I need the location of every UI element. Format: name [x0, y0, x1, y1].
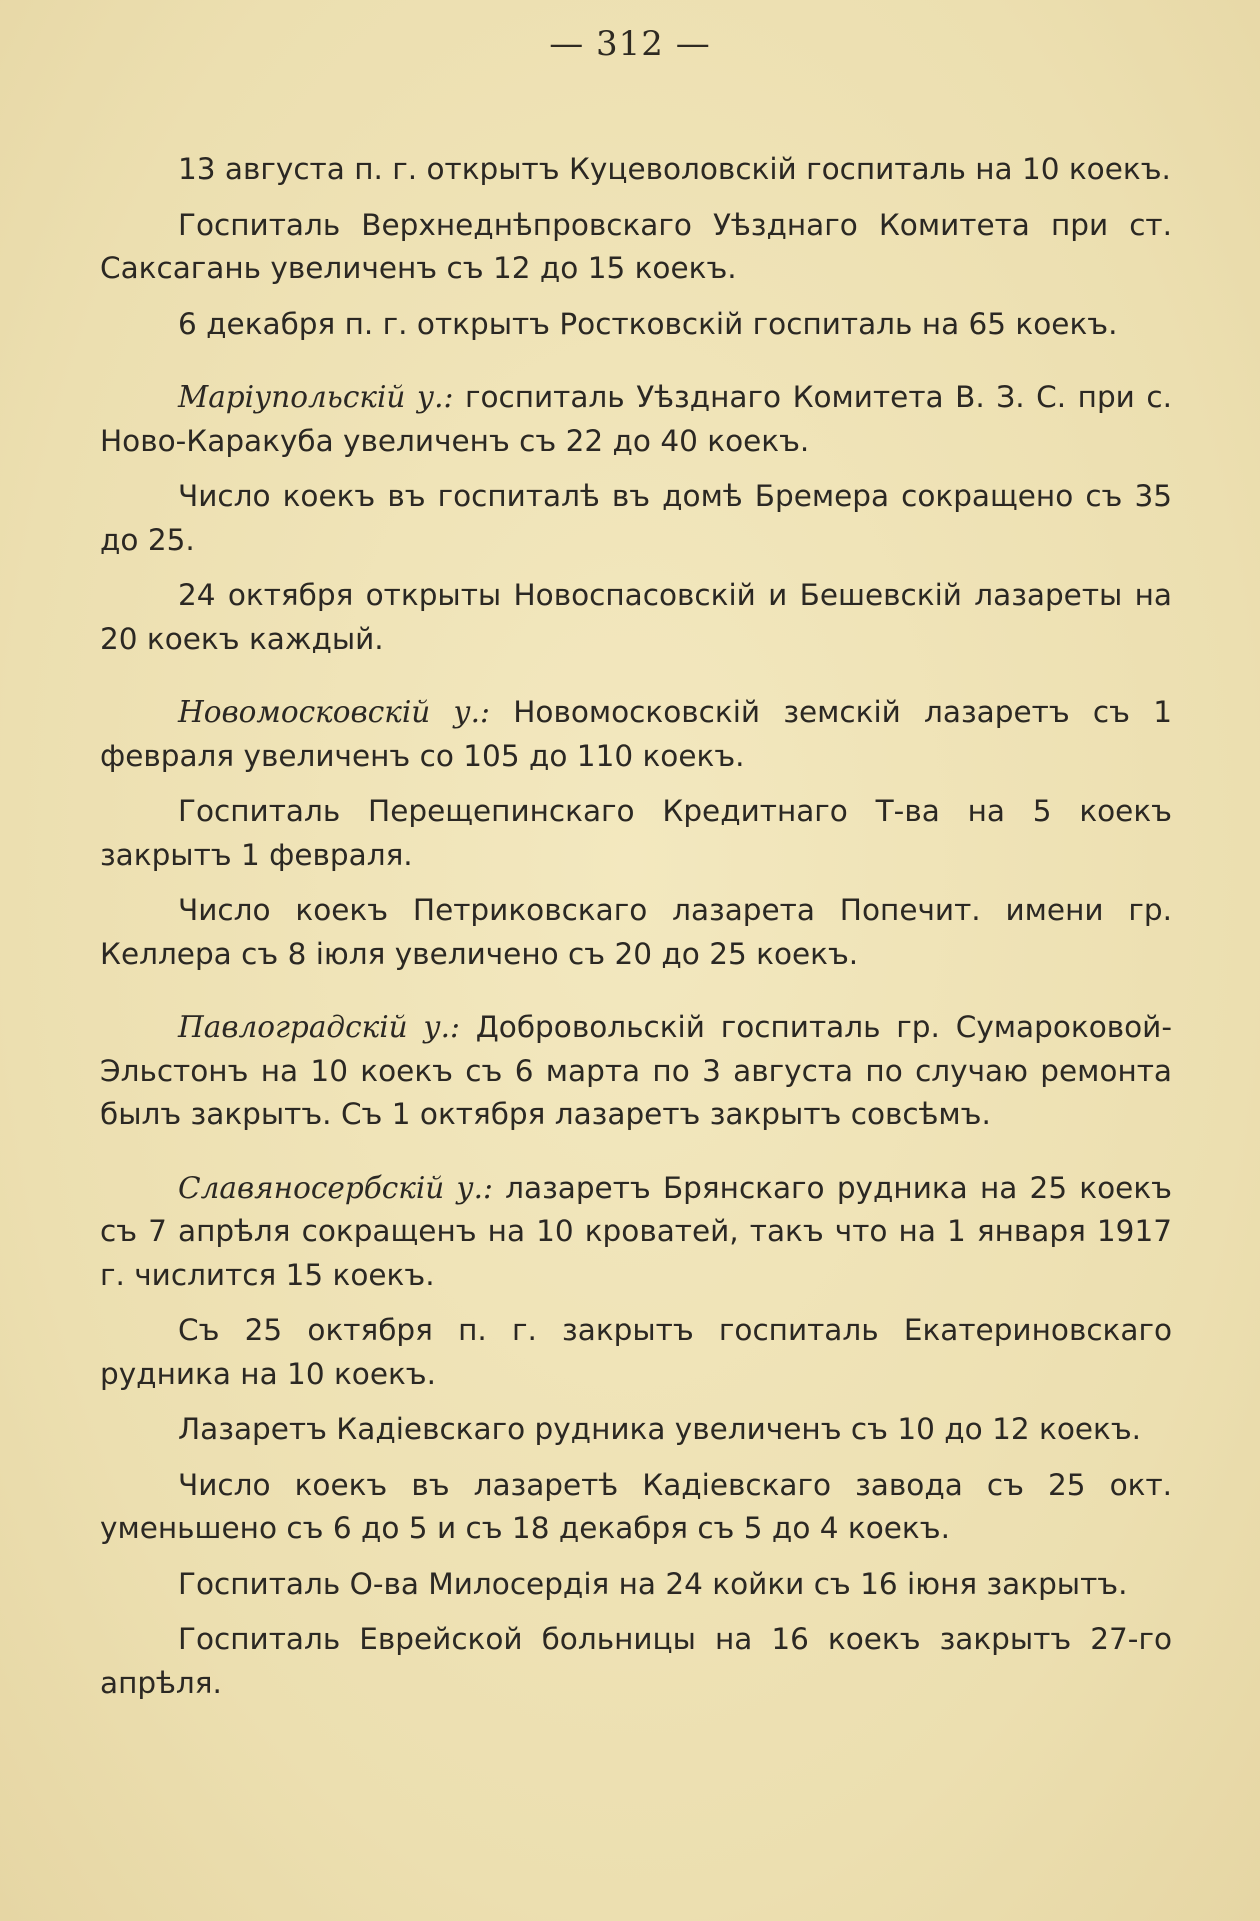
district-name: Маріупольскій у.: — [178, 380, 454, 414]
paragraph — [100, 574, 1172, 661]
paragraph-district-section — [100, 376, 1172, 463]
paragraph-district-section — [100, 691, 1172, 778]
paragraph — [100, 204, 1172, 291]
paragraph-district-section — [100, 1167, 1172, 1298]
paragraph-text: Госпиталь Перещепинскаго Кредитнаго Т-ва на 5 коекъ закрытъ 1 февраля. — [100, 794, 1172, 872]
paragraph — [100, 790, 1172, 877]
paragraph-district-section — [100, 1006, 1172, 1137]
paragraph — [100, 1563, 1172, 1607]
paragraph — [100, 1309, 1172, 1396]
paragraph — [100, 303, 1172, 347]
paragraph-text: Число коекъ Петриковскаго лазарета Попечит. имени гр. Келлера съ 8 іюля увеличено съ 20 до 25 коекъ. — [100, 893, 1172, 971]
paragraph-text: Число коекъ въ лазаретѣ Кадіевскаго завода съ 25 окт. уменьшено съ 6 до 5 и съ 18 декабря съ 5 до 4 коекъ. — [100, 1467, 1172, 1545]
district-name: Павлоградскій у.: — [178, 1010, 460, 1044]
paragraph-text: Добровольскій госпиталь гр. Сумароковой-Эльстонъ на 10 коекъ съ 6 марта по 3 августа по случаю ремонта былъ закрытъ. Съ 1 октября лазаретъ закрытъ совсѣмъ. — [100, 1010, 1173, 1131]
paragraph-text: 6 декабря п. г. открытъ Ростковскій госпиталь на 65 коекъ. — [178, 306, 1118, 341]
district-name: Новомосковскій у.: — [178, 695, 490, 729]
paragraph-text: Лазаретъ Кадіевскаго рудника увеличенъ съ 10 до 12 коекъ. — [178, 1412, 1142, 1446]
paragraph-text: Госпиталь Еврейской больницы на 16 коекъ закрытъ 27-го апрѣля. — [100, 1622, 1172, 1700]
paragraph-text: Госпиталь Верхнеднѣпровскаго Уѣзднаго Комитета при ст. Саксагань увеличенъ съ 12 до 15 коекъ. — [100, 207, 1172, 285]
paragraph — [100, 1464, 1172, 1551]
paragraph-text: 13 августа п. г. открытъ Куцеволовскій госпиталь на 10 коекъ. — [178, 152, 1171, 186]
paragraph — [100, 475, 1172, 562]
paragraph-text: лазаретъ Брянскаго рудника на 25 коекъ съ 7 апрѣля сокращенъ на 10 кроватей, такъ что на 1 января 1917 г. числится 15 коекъ. — [100, 1170, 1172, 1292]
paragraph-text: госпиталь Уѣзднаго Комитета В. З. С. при с. Ново-Каракуба увеличенъ съ 22 до 40 коекъ. — [100, 380, 1172, 458]
paragraph-text: Госпиталь О-ва Милосердія на 24 койки съ 16 іюня закрытъ. — [178, 1566, 1128, 1601]
paragraph — [100, 1618, 1172, 1705]
paragraph-text: Новомосковскій земскій лазаретъ съ 1 февраля увеличенъ со 105 до 110 коекъ. — [100, 695, 1172, 773]
paragraph-text: Число коекъ въ госпиталѣ въ домѣ Бремера сокращено съ 35 до 25. — [100, 479, 1172, 557]
paragraph-text: 24 октября открыты Новоспасовскій и Бешевскій лазареты на 20 коекъ каждый. — [100, 578, 1172, 656]
paragraph-text: Съ 25 октября п. г. закрытъ госпиталь Екатериновскаго рудника на 10 коекъ. — [100, 1313, 1172, 1391]
district-name: Славяносербскій у.: — [178, 1170, 493, 1205]
paragraph — [100, 148, 1172, 192]
paragraph — [100, 1408, 1172, 1452]
page-body — [100, 148, 1172, 1705]
page-number: — 312 — — [549, 24, 711, 64]
paragraph — [100, 889, 1172, 976]
